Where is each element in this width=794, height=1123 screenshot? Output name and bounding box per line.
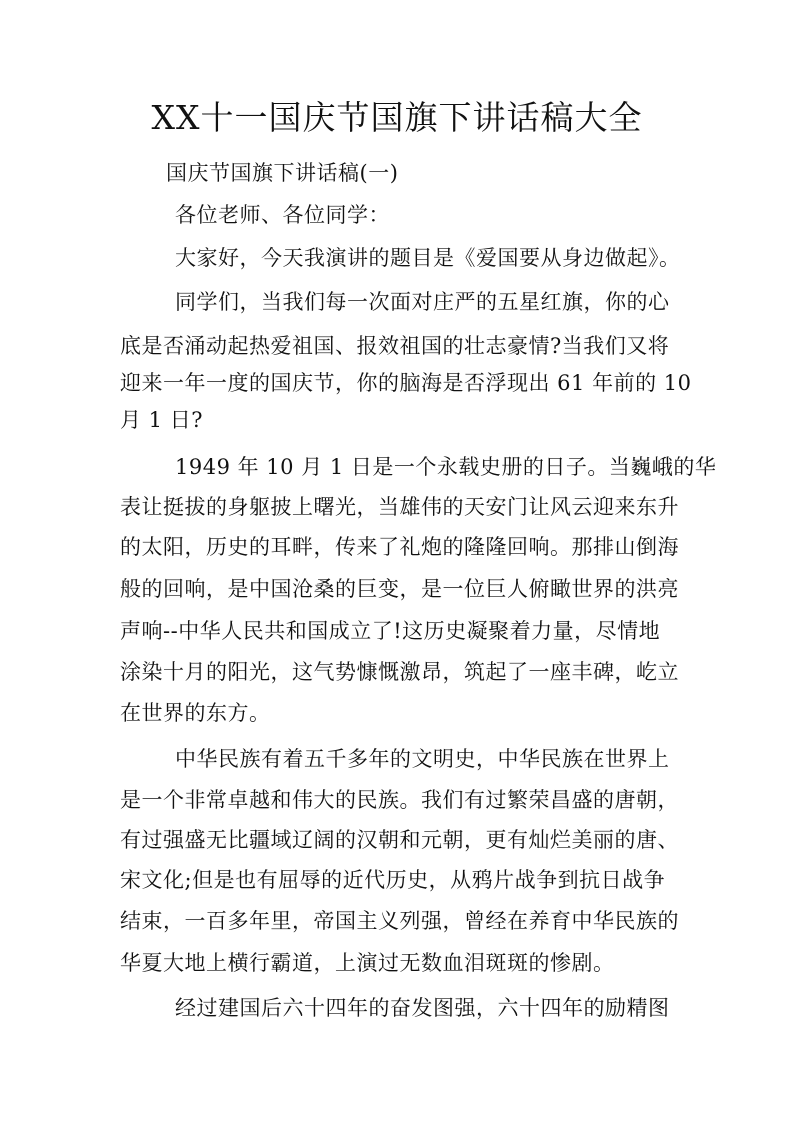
paragraph-line: 1949 年 10 月 1 日是一个永载史册的日子。当巍峨的华 — [175, 455, 717, 479]
paragraph-line: 在世界的东方。 — [120, 701, 271, 725]
paragraph-line: 表让挺拔的身躯披上曙光，当雄伟的天安门让风云迎来东升 — [120, 495, 679, 519]
section-subtitle: 国庆节国旗下讲话稿(一) — [166, 161, 399, 185]
document-title: XX十一国庆节国旗下讲话稿大全 — [151, 98, 643, 137]
paragraph-line: 底是否涌动起热爱祖国、报效祖国的壮志豪情?当我们又将 — [120, 334, 670, 358]
paragraph-line: 月 1 日? — [120, 408, 203, 432]
paragraph-line: 经过建国后六十四年的奋发图强，六十四年的励精图 — [175, 996, 670, 1020]
paragraph-line: 结束，一百多年里，帝国主义列强，曾经在养育中华民族的 — [120, 909, 679, 933]
paragraph-line: 般的回响，是中国沧桑的巨变，是一位巨人俯瞰世界的洪亮 — [120, 577, 679, 601]
paragraph-line: 是一个非常卓越和伟大的民族。我们有过繁荣昌盛的唐朝， — [120, 788, 679, 812]
paragraph-line: 声响--中华人民共和国成立了!这历史凝聚着力量，尽情地 — [120, 619, 661, 643]
paragraph-line: 迎来一年一度的国庆节，你的脑海是否浮现出 61 年前的 10 — [120, 371, 692, 395]
paragraph-line: 大家好，今天我演讲的题目是《爱国要从身边做起》。 — [175, 246, 681, 270]
paragraph-line: 宋文化;但是也有屈辱的近代历史，从鸦片战争到抗日战争 — [120, 868, 666, 892]
salutation: 各位老师、各位同学： — [175, 203, 390, 227]
paragraph-line: 有过强盛无比疆域辽阔的汉朝和元朝，更有灿烂美丽的唐、 — [120, 828, 679, 852]
paragraph-line: 华夏大地上横行霸道，上演过无数血泪斑斑的惨剧。 — [120, 951, 615, 975]
paragraph-line: 涂染十月的阳光，这气势慷慨激昂，筑起了一座丰碑，屹立 — [120, 660, 679, 684]
paragraph-line: 同学们，当我们每一次面对庄严的五星红旗，你的心 — [175, 290, 670, 314]
paragraph-line: 中华民族有着五千多年的文明史，中华民族在世界上 — [175, 747, 670, 771]
paragraph-line: 的太阳，历史的耳畔，传来了礼炮的隆隆回响。那排山倒海 — [120, 535, 679, 559]
